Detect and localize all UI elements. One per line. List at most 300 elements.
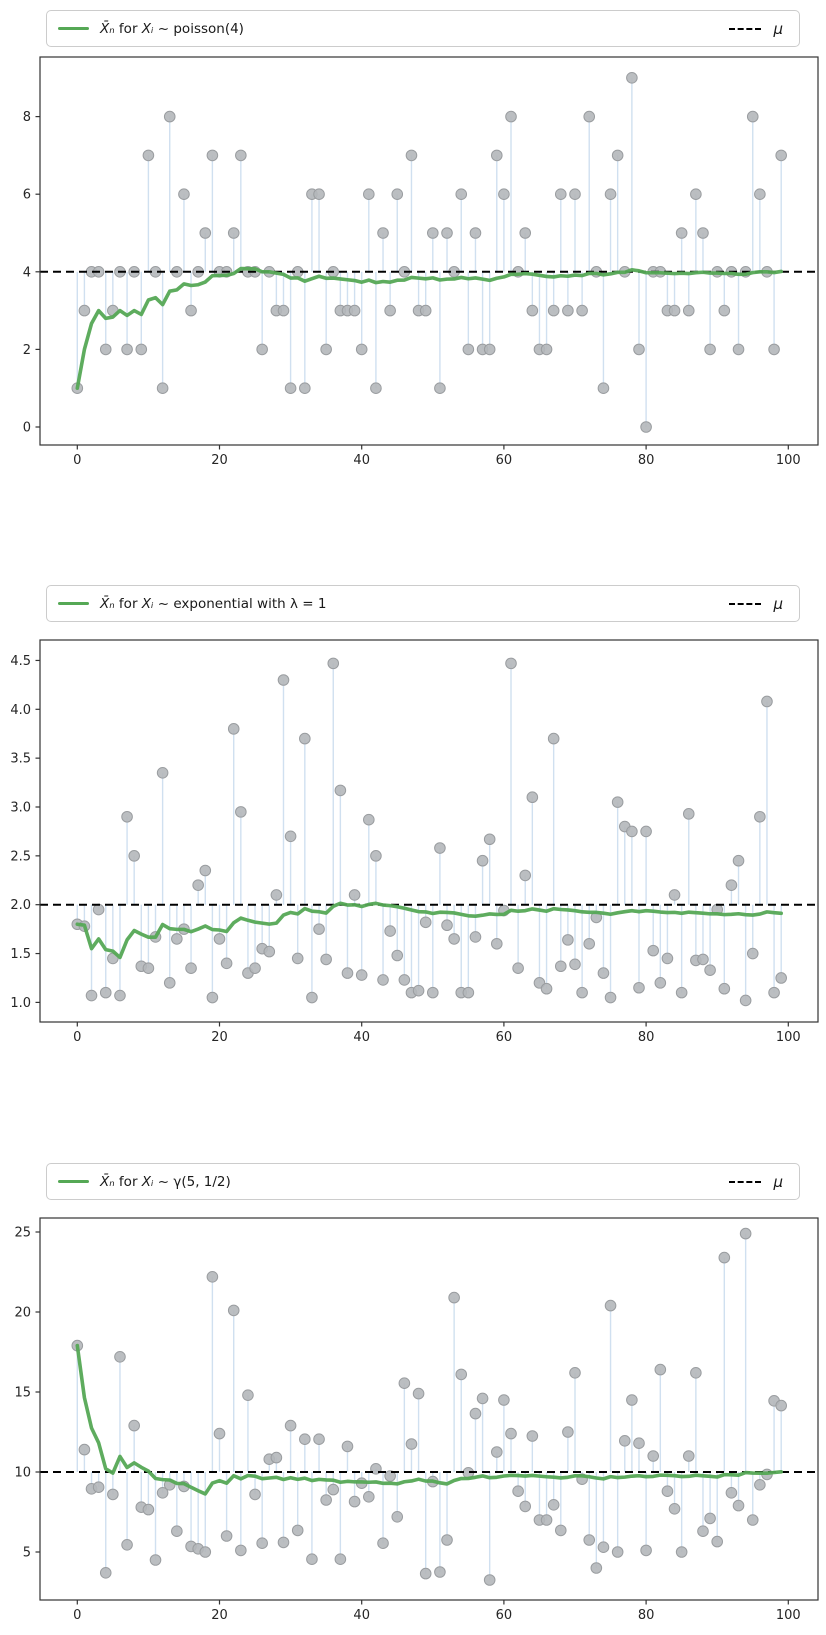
sample-point [662, 1486, 673, 1497]
sample-point [669, 305, 680, 316]
sample-point [228, 228, 239, 239]
mu-line-swatch [729, 1181, 761, 1183]
sample-point [93, 1482, 104, 1493]
sample-point [236, 1545, 247, 1556]
sample-point [698, 954, 709, 965]
sample-point [364, 1492, 375, 1503]
sample-point [115, 990, 126, 1001]
sample-point [442, 920, 453, 931]
sample-point [221, 958, 232, 969]
legend-exponential [46, 585, 800, 622]
y-tick-label: 2 [22, 342, 31, 358]
sample-point [627, 826, 638, 837]
sample-point [548, 733, 559, 744]
legend-poisson [46, 10, 800, 47]
sample-point [335, 1554, 346, 1565]
x-tick-label: 80 [637, 1030, 655, 1045]
sample-point [371, 383, 382, 394]
sample-point [506, 111, 517, 122]
xbar-symbol: X̄ₙ [100, 20, 115, 37]
x-tick-label: 80 [637, 1608, 655, 1623]
sample-point [207, 992, 218, 1003]
sample-point [755, 189, 766, 200]
sample-point [300, 383, 311, 394]
sample-point [378, 975, 389, 986]
sample-point [769, 344, 780, 355]
gamma-chart-plot [0, 1210, 826, 1635]
sample-point [342, 1441, 353, 1452]
sample-point [755, 1480, 766, 1491]
sample-point [420, 305, 431, 316]
sample-point [271, 1452, 282, 1463]
sample-point [200, 865, 211, 876]
x-tick-label: 100 [775, 1608, 801, 1623]
sample-point [292, 1525, 303, 1536]
sample-point [413, 1388, 424, 1399]
legend-distribution-text: ~ exponential with λ = 1 [153, 595, 327, 612]
sample-point [563, 305, 574, 316]
x-tick-label: 60 [495, 1030, 513, 1045]
sample-point [399, 1378, 410, 1389]
sample-point [172, 934, 183, 945]
sample-point [122, 1540, 133, 1551]
sample-point [157, 768, 168, 779]
x-tick-label: 0 [73, 1608, 82, 1623]
sample-point [314, 1434, 325, 1445]
sample-point [747, 1515, 758, 1526]
legend-distribution-text: ~ γ(5, 1/2) [153, 1173, 231, 1190]
sample-point [435, 843, 446, 854]
sample-point [563, 935, 574, 946]
sample-point [364, 189, 375, 200]
mean-line-swatch [58, 1180, 89, 1183]
sample-point [243, 1390, 254, 1401]
sample-point [129, 851, 140, 862]
sample-point [300, 1434, 311, 1445]
sample-point [186, 305, 197, 316]
sample-point [143, 150, 154, 161]
sample-point [115, 1352, 126, 1363]
legend-gamma-label [100, 1174, 231, 1190]
sample-point [456, 189, 467, 200]
sample-point [591, 1563, 602, 1574]
sample-point [214, 1428, 225, 1439]
xbar-symbol: X̄ₙ [100, 1173, 115, 1190]
sample-point [563, 1427, 574, 1438]
sample-point [719, 305, 730, 316]
legend-exponential-mu [729, 595, 783, 613]
sample-point [506, 658, 517, 669]
sample-point [477, 855, 488, 866]
x-tick-label: 20 [211, 1608, 228, 1623]
sample-point [655, 978, 666, 989]
mu-symbol: μ [773, 19, 783, 38]
sample-point [527, 1431, 538, 1442]
y-tick-label: 4.5 [10, 653, 31, 669]
sample-point [250, 1489, 261, 1500]
sample-point [136, 344, 147, 355]
sample-point [292, 953, 303, 964]
sample-point [186, 963, 197, 974]
sample-point [392, 950, 403, 961]
sample-point [648, 1451, 659, 1462]
sample-point [378, 1538, 389, 1549]
sample-point [705, 344, 716, 355]
sample-point [491, 1447, 502, 1458]
sample-point [776, 973, 787, 984]
axes-frame [40, 57, 818, 445]
sample-point [641, 422, 652, 433]
sample-point [584, 1535, 595, 1546]
sample-point [612, 150, 623, 161]
sample-point [698, 228, 709, 239]
x-tick-label: 100 [775, 453, 801, 468]
legend-word-for: for [114, 1173, 142, 1190]
sample-point [321, 954, 332, 965]
sample-point [520, 1501, 531, 1512]
sample-point [172, 1526, 183, 1537]
sample-point [627, 1395, 638, 1406]
sample-point [371, 851, 382, 862]
sample-point [214, 934, 225, 945]
sample-point [776, 150, 787, 161]
sample-point [207, 150, 218, 161]
sample-point [747, 111, 758, 122]
legend-gamma-mu [729, 1173, 783, 1191]
y-tick-label: 15 [14, 1385, 31, 1401]
sample-point [477, 1393, 488, 1404]
sample-point [285, 1420, 296, 1431]
sample-point [236, 807, 247, 818]
x-tick-label: 40 [353, 453, 370, 468]
y-tick-label: 0 [22, 420, 31, 436]
y-tick-label: 5 [22, 1545, 31, 1561]
sample-point [278, 305, 289, 316]
sample-point [328, 1484, 339, 1495]
sample-point [691, 1368, 702, 1379]
sample-point [719, 1252, 730, 1263]
sample-point [349, 1496, 360, 1507]
sample-point [634, 1438, 645, 1449]
y-tick-label: 20 [14, 1305, 31, 1321]
sample-point [420, 917, 431, 928]
y-tick-label: 4.0 [10, 702, 31, 718]
sample-point [228, 724, 239, 735]
x-tick-label: 60 [495, 453, 513, 468]
sample-point [484, 1575, 495, 1586]
sample-point [712, 1536, 723, 1547]
sample-point [726, 880, 737, 891]
sample-point [356, 970, 367, 981]
sample-point [164, 111, 175, 122]
sample-point [520, 228, 531, 239]
y-tick-label: 6 [22, 187, 31, 203]
xi-symbol: Xᵢ [141, 20, 154, 37]
sample-point [520, 870, 531, 881]
sample-point [321, 1495, 332, 1506]
sample-point [79, 305, 90, 316]
mean-line-swatch [58, 602, 89, 605]
sample-point [392, 1512, 403, 1523]
x-tick-label: 20 [211, 1030, 228, 1045]
legend-gamma-series [58, 1174, 231, 1190]
sample-point [164, 978, 175, 989]
sample-point [385, 305, 396, 316]
sample-point [499, 1395, 510, 1406]
legend-distribution-text: ~ poisson(4) [153, 20, 244, 37]
sample-point [143, 963, 154, 974]
x-tick-label: 0 [73, 1030, 82, 1045]
sample-point [598, 968, 609, 979]
legend-word-for: for [114, 20, 142, 37]
sample-point [257, 1538, 268, 1549]
sample-point [755, 811, 766, 822]
sample-point [740, 995, 751, 1006]
x-tick-label: 40 [353, 1030, 370, 1045]
sample-point [705, 1513, 716, 1524]
legend-exponential-series [58, 596, 326, 612]
y-tick-label: 10 [14, 1465, 31, 1481]
sample-point [683, 1451, 694, 1462]
y-tick-label: 3.0 [10, 800, 31, 816]
sample-point [221, 1531, 232, 1542]
sample-point [314, 924, 325, 935]
sample-point [349, 305, 360, 316]
sample-point [634, 982, 645, 993]
sample-point [449, 934, 460, 945]
sample-point [733, 855, 744, 866]
sample-point [584, 111, 595, 122]
sample-point [719, 983, 730, 994]
running-mean-line [77, 903, 781, 957]
sample-point [300, 733, 311, 744]
sample-point [726, 1488, 737, 1499]
sample-point [669, 890, 680, 901]
sample-point [513, 1486, 524, 1497]
sample-point [122, 811, 133, 822]
sample-point [157, 383, 168, 394]
sample-point [93, 904, 104, 915]
sample-point [100, 344, 111, 355]
sample-point [655, 1364, 666, 1375]
sample-point [428, 228, 439, 239]
mean-line-swatch [58, 27, 89, 30]
sample-point [776, 1400, 787, 1411]
sample-point [733, 1500, 744, 1511]
sample-point [79, 1444, 90, 1455]
sample-point [470, 228, 481, 239]
poisson-chart-plot [0, 50, 826, 480]
y-tick-label: 1.0 [10, 995, 31, 1011]
y-tick-label: 4 [22, 265, 31, 281]
sample-point [342, 968, 353, 979]
sample-point [598, 1542, 609, 1553]
sample-point [200, 228, 211, 239]
sample-point [143, 1504, 154, 1515]
mu-line-swatch [729, 28, 761, 30]
y-tick-label: 25 [14, 1225, 31, 1241]
sample-point [705, 965, 716, 976]
y-tick-label: 2.0 [10, 898, 31, 914]
legend-poisson-series [58, 21, 244, 37]
sample-point [442, 1535, 453, 1546]
running-mean-line [77, 1346, 781, 1494]
sample-point [513, 963, 524, 974]
sample-point [278, 1537, 289, 1548]
sample-point [648, 945, 659, 956]
sample-point [577, 305, 588, 316]
sample-point [314, 189, 325, 200]
sample-point [683, 809, 694, 820]
sample-point [491, 150, 502, 161]
x-tick-label: 60 [495, 1608, 513, 1623]
sample-point [335, 785, 346, 796]
x-tick-label: 100 [775, 1030, 801, 1045]
xbar-symbol: X̄ₙ [100, 595, 115, 612]
sample-point [491, 938, 502, 949]
sample-point [627, 73, 638, 84]
sample-point [598, 383, 609, 394]
sample-point [378, 228, 389, 239]
sample-point [733, 344, 744, 355]
legend-word-for: for [114, 595, 142, 612]
sample-point [264, 946, 275, 957]
sample-point [278, 675, 289, 686]
sample-point [250, 963, 261, 974]
xi-symbol: Xᵢ [141, 1173, 154, 1190]
sample-point [257, 344, 268, 355]
sample-point [641, 1545, 652, 1556]
sample-point [150, 1555, 161, 1566]
sample-point [740, 1228, 751, 1239]
sample-point [641, 826, 652, 837]
sample-point [676, 228, 687, 239]
sample-point [570, 959, 581, 970]
sample-point [428, 987, 439, 998]
sample-point [570, 189, 581, 200]
sample-point [413, 985, 424, 996]
sample-point [484, 834, 495, 845]
sample-point [86, 990, 97, 1001]
sample-point [605, 189, 616, 200]
sample-point [541, 1515, 552, 1526]
mu-line-swatch [729, 603, 761, 605]
sample-point [747, 948, 758, 959]
sample-point [555, 1525, 566, 1536]
sample-point [676, 1547, 687, 1558]
sample-point [285, 831, 296, 842]
sample-point [470, 1408, 481, 1419]
sample-point [456, 1369, 467, 1380]
legend-poisson-mu [729, 20, 783, 38]
sample-point [577, 987, 588, 998]
sample-point [548, 1500, 559, 1511]
sample-point [605, 1300, 616, 1311]
sample-point [683, 305, 694, 316]
sample-point [691, 189, 702, 200]
sample-point [762, 696, 773, 707]
sample-point [769, 987, 780, 998]
sample-point [442, 228, 453, 239]
sample-point [570, 1368, 581, 1379]
sample-point [619, 1436, 630, 1447]
sample-point [406, 1439, 417, 1450]
sample-point [328, 658, 339, 669]
sample-point [506, 1428, 517, 1439]
sample-point [548, 305, 559, 316]
sample-point [435, 1567, 446, 1578]
sample-point [321, 344, 332, 355]
sample-point [555, 961, 566, 972]
sample-point [527, 305, 538, 316]
sample-point [584, 938, 595, 949]
sample-point [236, 150, 247, 161]
running-mean-line [77, 269, 781, 389]
x-tick-label: 80 [637, 453, 655, 468]
sample-point [399, 975, 410, 986]
sample-point [193, 880, 204, 891]
sample-point [122, 344, 133, 355]
y-tick-label: 1.5 [10, 947, 31, 963]
sample-point [669, 1504, 680, 1515]
sample-point [605, 992, 616, 1003]
legend-poisson-label [100, 21, 244, 37]
sample-point [612, 1547, 623, 1558]
sample-point [420, 1568, 431, 1579]
sample-point [463, 987, 474, 998]
sample-point [129, 1420, 140, 1431]
sample-point [541, 983, 552, 994]
sample-point [271, 890, 282, 901]
sample-point [499, 189, 510, 200]
sample-point [108, 1489, 119, 1500]
sample-point [435, 383, 446, 394]
sample-point [634, 344, 645, 355]
sample-point [100, 1568, 111, 1579]
y-tick-label: 2.5 [10, 849, 31, 865]
sample-point [228, 1305, 239, 1316]
axes-frame [40, 1218, 818, 1600]
sample-point [364, 814, 375, 825]
sample-point [100, 987, 111, 998]
sample-point [449, 1292, 460, 1303]
sample-point [392, 189, 403, 200]
sample-point [406, 150, 417, 161]
sample-point [385, 926, 396, 937]
legend-exponential-label [100, 596, 326, 612]
sample-point [484, 344, 495, 355]
x-tick-label: 20 [211, 453, 228, 468]
sample-point [555, 189, 566, 200]
sample-point [307, 1554, 318, 1565]
sample-point [662, 953, 673, 964]
sample-point [356, 344, 367, 355]
sample-point [285, 383, 296, 394]
sample-point [179, 189, 190, 200]
sample-point [307, 992, 318, 1003]
mu-symbol: μ [773, 594, 783, 613]
legend-gamma [46, 1163, 800, 1200]
sample-point [676, 987, 687, 998]
sample-point [612, 797, 623, 808]
sample-point [470, 932, 481, 943]
x-tick-label: 40 [353, 1608, 370, 1623]
sample-point [463, 344, 474, 355]
sample-point [527, 792, 538, 803]
sample-point [349, 890, 360, 901]
mu-symbol: μ [773, 1172, 783, 1191]
exponential-chart-plot [0, 630, 826, 1060]
